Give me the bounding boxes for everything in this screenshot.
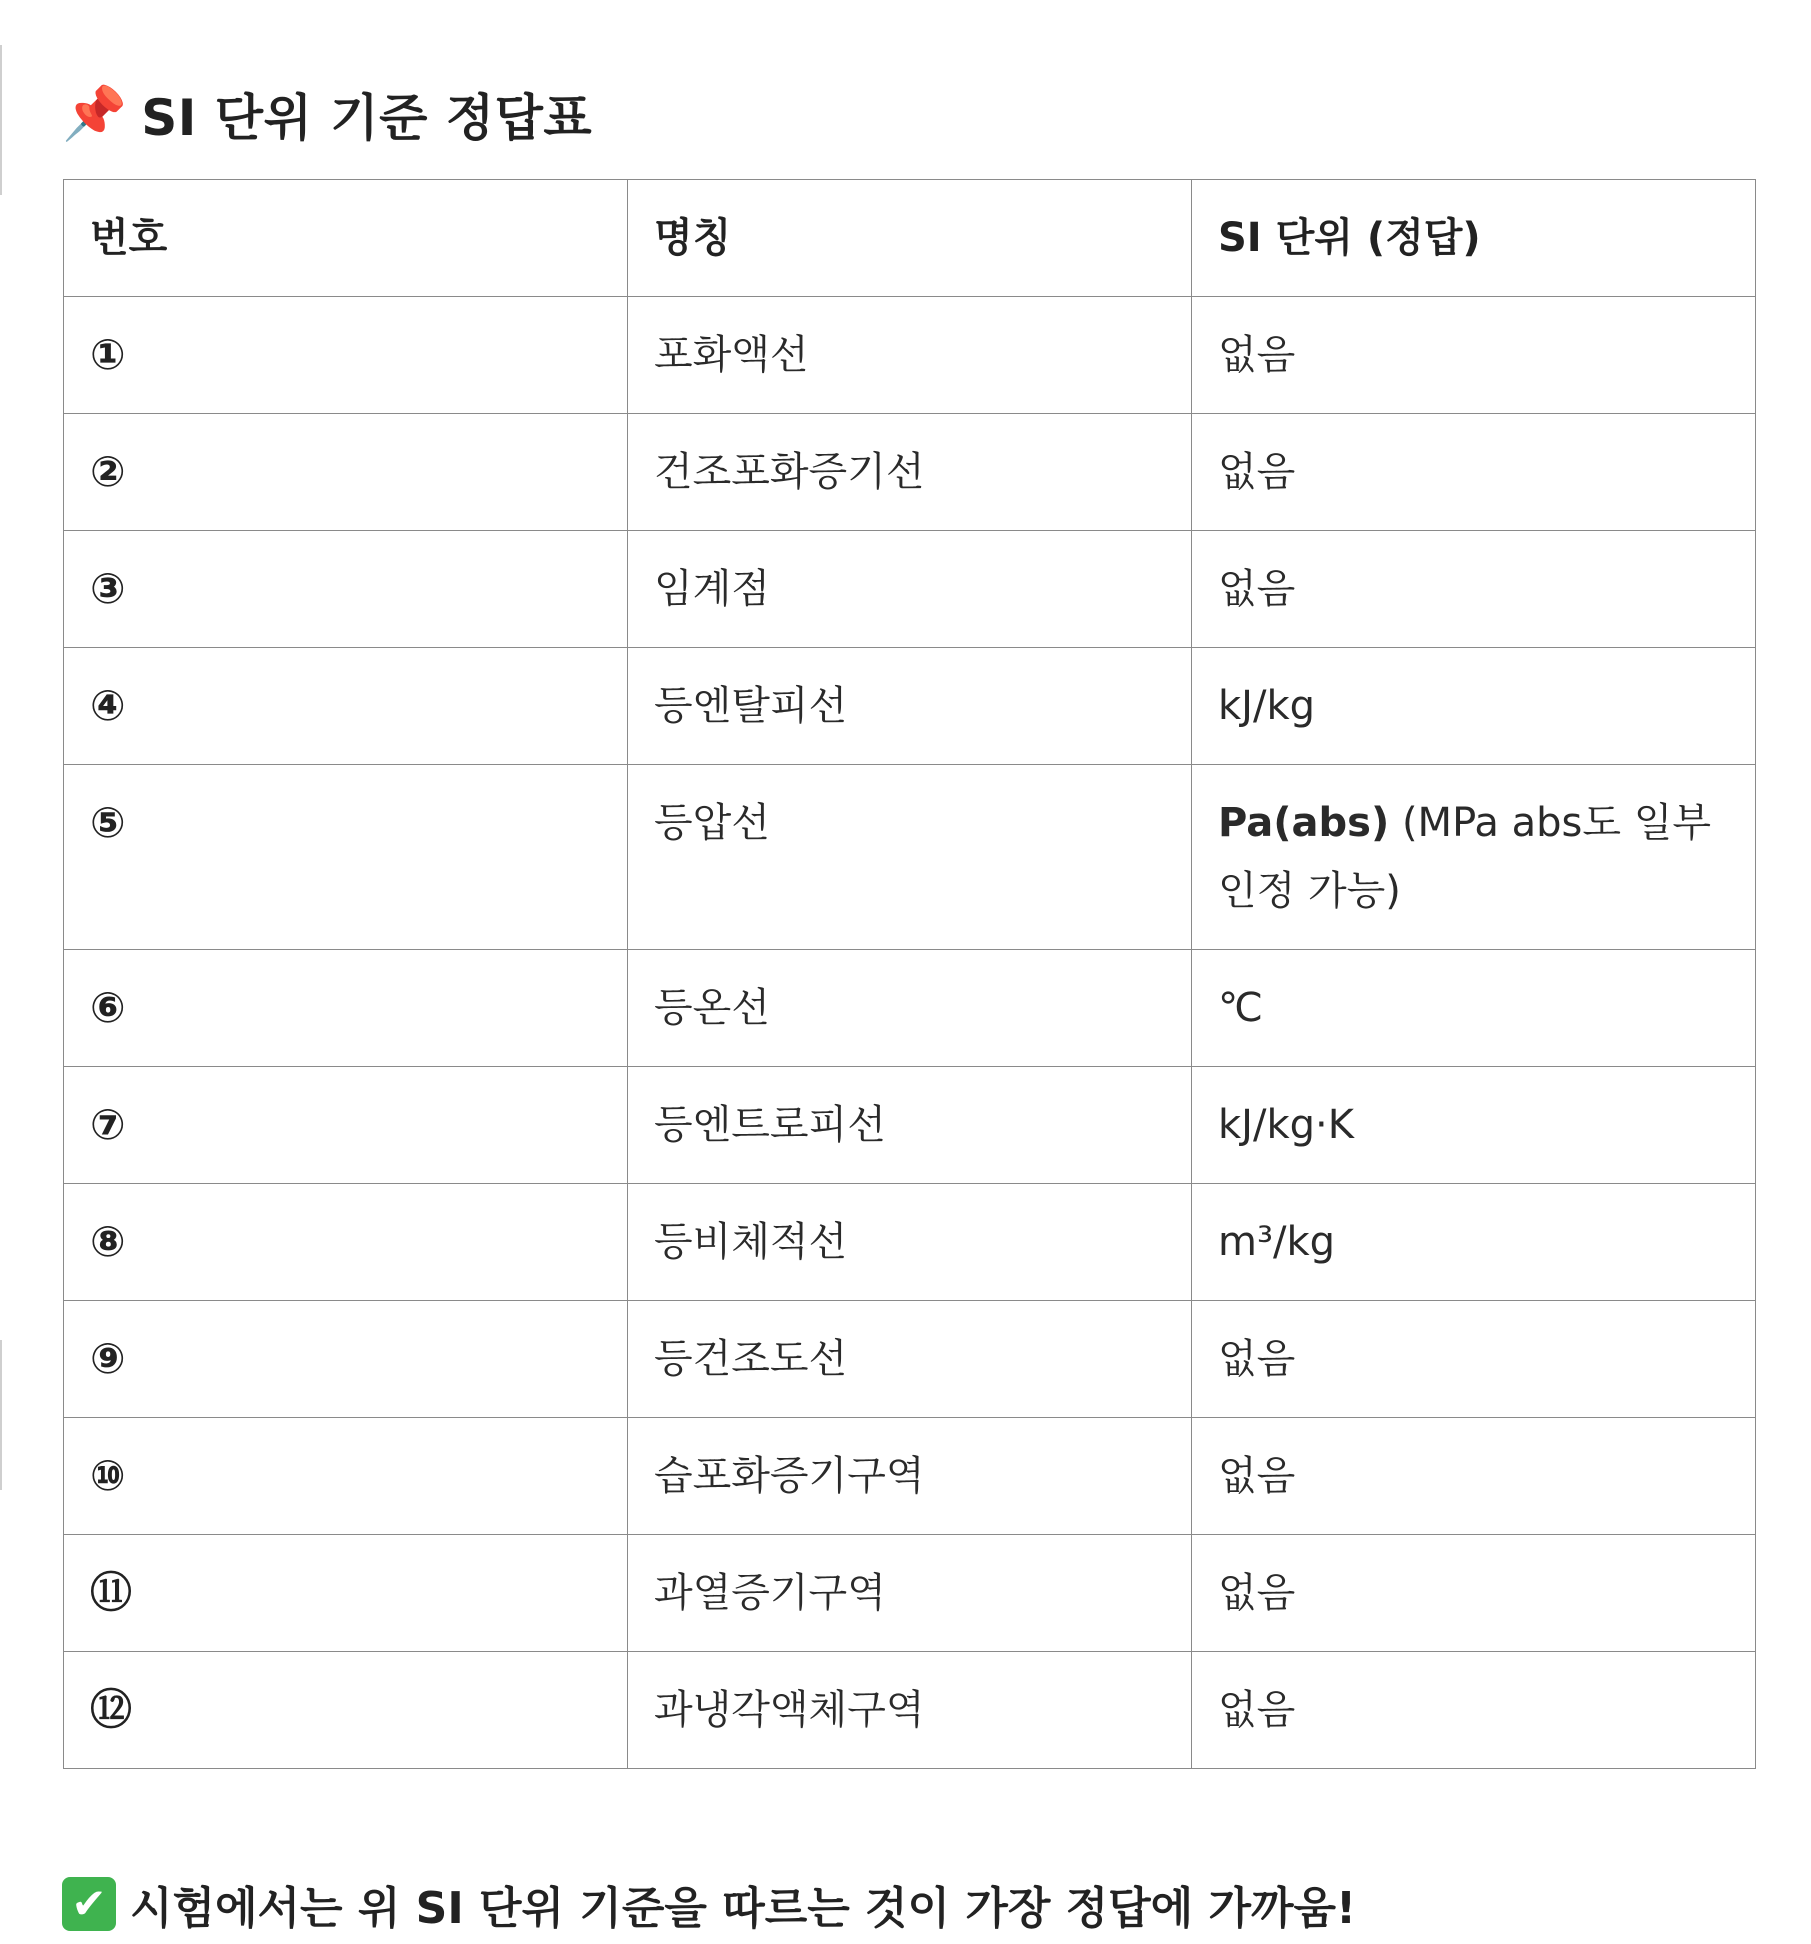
row-number: ⑤ [64,765,628,950]
row-number: ① [64,297,628,414]
row-number: ⑩ [64,1418,628,1535]
table-row [64,1067,1756,1184]
table-row [64,414,1756,531]
edge-divider-top [0,45,2,195]
row-number: ③ [64,531,628,648]
table-row [64,1418,1756,1535]
table-header-row [64,180,1756,297]
edge-divider-bottom [0,1340,2,1490]
page-title [62,74,592,154]
row-name: 건조포화증기선 [628,414,1192,531]
page-title-text: SI 단위 기준 정답표 [141,88,593,147]
conclusion-text: 시험에서는 위 SI 단위 기준을 따르는 것이 가장 정답에 가까움! [130,1883,1357,1934]
row-name: 등엔탈피선 [628,648,1192,765]
row-unit: kJ/kg [1192,648,1756,765]
row-number: ② [64,414,628,531]
table-row [64,1652,1756,1769]
row-name: 등엔트로피선 [628,1067,1192,1184]
header-number: 번호 [64,180,628,297]
row-name: 포화액선 [628,297,1192,414]
header-name: 명칭 [628,180,1192,297]
row-number: ⑥ [64,950,628,1067]
pushpin-icon: 📌 [62,83,128,144]
row-unit: m³/kg [1192,1184,1756,1301]
row-name: 임계점 [628,531,1192,648]
row-unit: 없음 [1192,1418,1756,1535]
row-unit: 없음 [1192,1301,1756,1418]
row-name: 등건조도선 [628,1301,1192,1418]
row-number: ④ [64,648,628,765]
table-row [64,297,1756,414]
table-row [64,1184,1756,1301]
row-unit: 없음 [1192,531,1756,648]
row-unit [1192,765,1756,950]
si-unit-table [63,179,1756,1769]
table-row [64,765,1756,950]
row-unit-note: (MPa abs도 일부 인정 가능) [1218,800,1711,914]
row-name: 습포화증기구역 [628,1418,1192,1535]
check-mark-icon: ✔ [62,1877,116,1931]
row-unit: 없음 [1192,297,1756,414]
row-number: ⑪ [64,1535,628,1652]
row-name: 과냉각액체구역 [628,1652,1192,1769]
row-number: ⑫ [64,1652,628,1769]
table-row [64,1535,1756,1652]
row-name: 등비체적선 [628,1184,1192,1301]
row-number: ⑨ [64,1301,628,1418]
row-unit: 없음 [1192,1535,1756,1652]
row-unit: kJ/kg·K [1192,1067,1756,1184]
table-row [64,1301,1756,1418]
row-name: 과열증기구역 [628,1535,1192,1652]
table-row [64,950,1756,1067]
row-number: ⑦ [64,1067,628,1184]
table-row [64,648,1756,765]
row-name: 등온선 [628,950,1192,1067]
conclusion-note [62,1864,1356,1944]
row-unit-primary: Pa(abs) [1218,800,1390,846]
row-unit: ℃ [1192,950,1756,1067]
header-si-unit: SI 단위 (정답) [1192,180,1756,297]
row-unit: 없음 [1192,1652,1756,1769]
row-number: ⑧ [64,1184,628,1301]
table-row [64,531,1756,648]
row-unit: 없음 [1192,414,1756,531]
row-name: 등압선 [628,765,1192,950]
